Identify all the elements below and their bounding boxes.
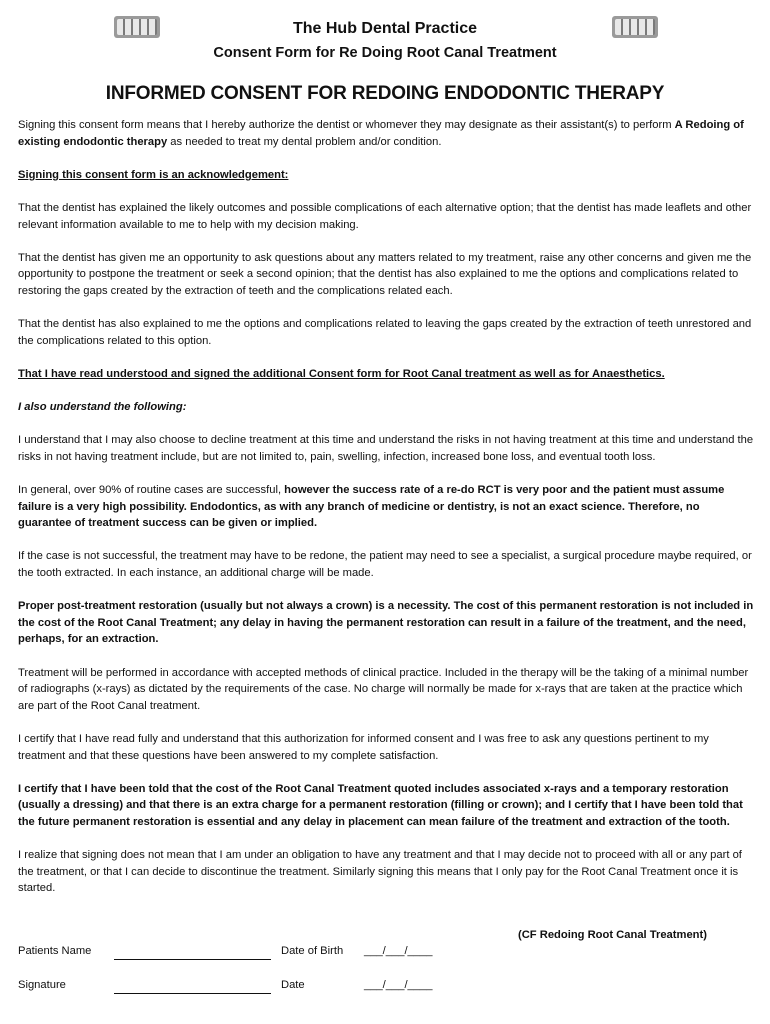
intro-after: as needed to treat my dental problem and/or condition.: [167, 135, 442, 148]
understand-heading: I also understand the following:: [18, 401, 187, 414]
radiograph-paragraph: Treatment will be performed in accordance with accepted methods of clinical practice. Included in the therapy will be the taking of a minimal number of radiographs (x-rays) as dictated by the requirements of the case. No charge will normally be made for x-rays that are taken at the practice which are part of the Root Canal treatment.: [18, 666, 749, 712]
consent-body: [18, 117, 754, 914]
dob-field[interactable]: ___/___/____: [364, 945, 433, 957]
form-subtitle: Consent Form for Re Doing Root Canal Treatment: [213, 45, 557, 61]
intro-procedure: A Redoing of existing endodontic therapy: [18, 119, 744, 148]
page-title: INFORMED CONSENT FOR REDOING ENDODONTIC THERAPY: [105, 83, 665, 104]
specialist-paragraph: If the case is not successful, the treatment may have to be redone, the patient may need to see a specialist, a surgical procedure maybe required, or the tooth extracted. In each instance, an additional charge will be made.: [18, 550, 752, 580]
ack-paragraph-3: That the dentist has also explained to me the options and complications related to leaving the gaps created by the extraction of teeth unrestored and the complications related to this option.: [18, 318, 752, 347]
patient-name-field[interactable]: [114, 945, 271, 960]
intro-paragraph: [18, 117, 754, 150]
restoration-paragraph: Proper post-treatment restoration (usually but not always a crown) is a necessity. The cost of this permanent restoration is not included in the cost of the Root Canal Treatment; any delay in having the permanent restoration can result in a failure of the treatment, and the need, perhaps, for an extraction.: [18, 600, 754, 646]
patient-name-label: Patients Name: [18, 945, 92, 957]
success-text: In general, over 90% of routine cases are successful,: [18, 484, 285, 497]
ack-paragraph-2: That the dentist has given me an opportunity to ask questions about any matters related to my treatment, raise any other concerns and given me the opportunity to postpone the treatment or seek a second opinion; that the dentist has also explained to me the options and complications related to restoring the gaps created by the extraction of teeth and the complications related each.: [18, 251, 752, 297]
success-paragraph: [18, 482, 754, 532]
realize-paragraph: I realize that signing does not mean that I am under an obligation to have any treatment and that I may decide not to proceed with all or any part of the treatment, or that I can decide to discontinue the treatment. Similarly signing this means that I only pay for the Root Canal Treatment once it is started.: [18, 849, 742, 895]
certify-paragraph: I certify that I have read fully and understand that this authorization for informed consent and I was free to ask any questions pertinent to my treatment and that these questions have been answered to my complete satisfaction.: [18, 732, 709, 762]
practice-name: The Hub Dental Practice: [292, 20, 478, 37]
success-warning: however the success rate of a re-do RCT is very poor and the patient must assume failure is a very high possibility. Endodontics, as with any branch of medicine or dentistry, is not an exact science. Therefore, no guarantee of treatment success can be given or implied.: [18, 484, 725, 530]
decline-paragraph: I understand that I may also choose to decline treatment at this time and understand the risks in not having treatment at this time and understand the risks in not having treatment include, but are not limited to, pain, swelling, infection, increased bone loss, and eventual tooth loss.: [18, 434, 754, 463]
intro-text: Signing this consent form means that I hereby authorize the dentist or whomever they may designate as their assistant(s) to perform: [18, 119, 675, 131]
acknowledgement-heading: Signing this consent form is an acknowledgement:: [18, 168, 289, 181]
form-reference: (CF Redoing Root Canal Treatment): [518, 929, 707, 941]
read-statement: That I have read understood and signed the additional Consent form for Root Canal treatment as well as for Anaesthetics.: [18, 367, 665, 380]
signature-field[interactable]: [114, 979, 271, 994]
date-field[interactable]: ___/___/____: [364, 979, 433, 991]
signature-label: Signature: [18, 979, 66, 991]
certify-cost-paragraph: I certify that I have been told that the cost of the Root Canal Treatment quoted includes associated x-rays and a temporary restoration (usually a dressing) and that there is an extra charge for a permanent restoration (filling or crown); and I certify that I have been told that the future permanent restoration is essential and any delay in placement can mean failure of the treatment and extraction of the tooth.: [18, 782, 743, 828]
dob-label: Date of Birth: [281, 945, 344, 957]
date-label: Date: [281, 979, 305, 991]
ack-paragraph-1: That the dentist has explained the likely outcomes and possible complications of each alternative option; that the dentist has made leaflets and other relevant information available to me to help with my decision making.: [18, 201, 752, 231]
